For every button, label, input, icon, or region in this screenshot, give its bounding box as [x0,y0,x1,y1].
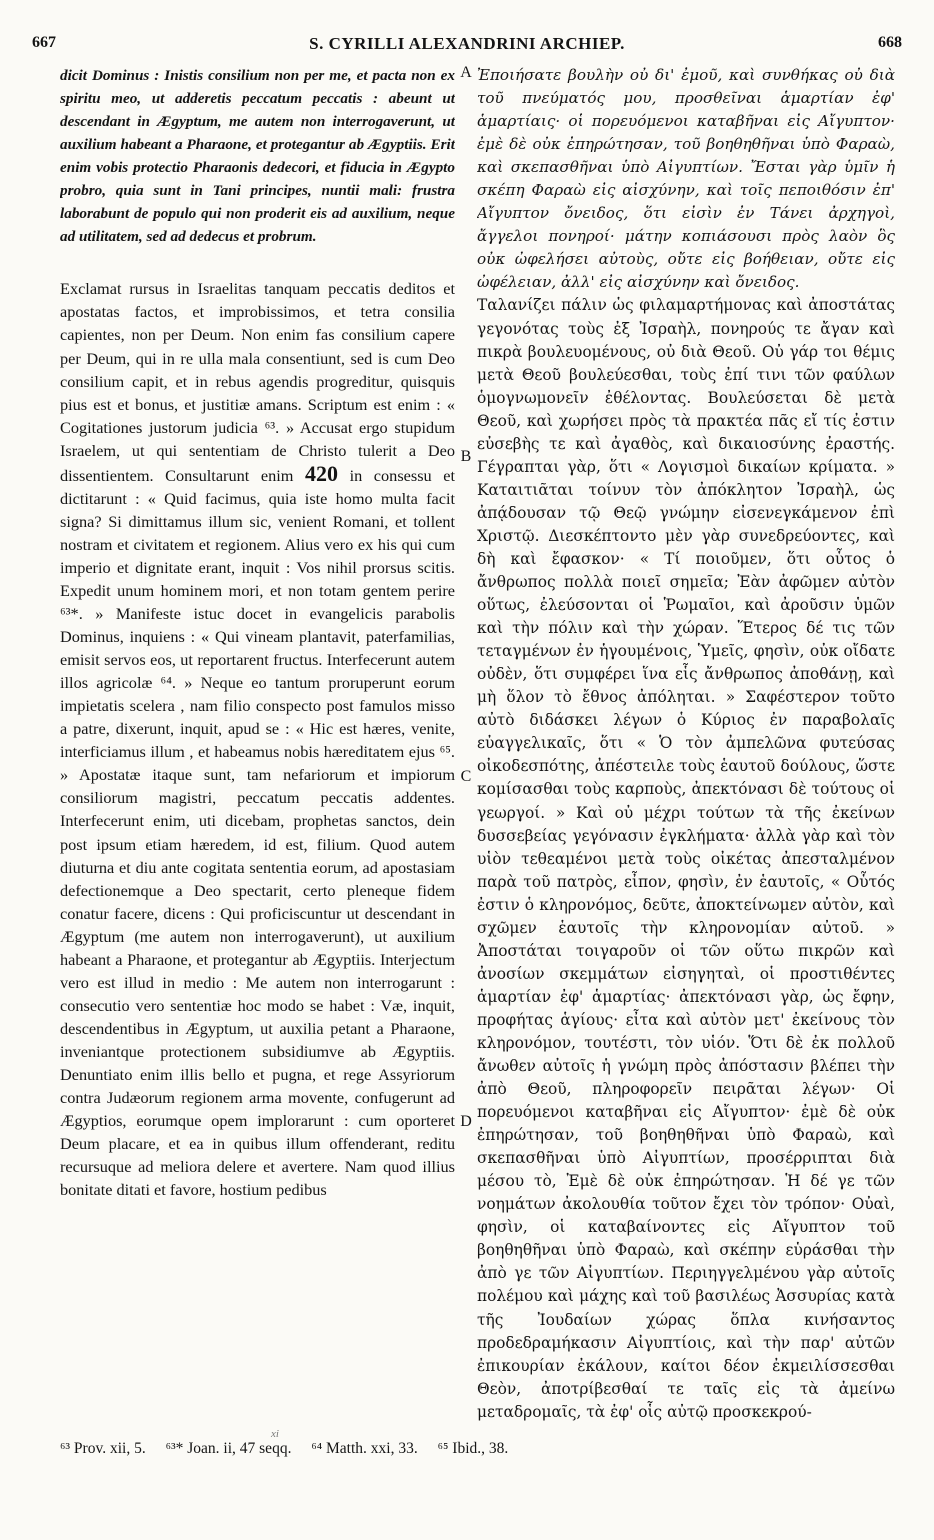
footnote-63-star: ⁶³* Joan. ii, 47 seqq. [165,1440,292,1457]
margin-marker-d: D [460,1113,472,1130]
column-number: 420 [305,460,338,486]
footnote-64: ⁶⁴ Matth. xxi, 33. [311,1440,418,1457]
footnote-63: ⁶³ Prov. xii, 5. [60,1440,146,1457]
latin-scripture-quote: dicit Dominus : Inistis consilium non per me, et pacta non ex spiritu meo, ut adderetis peccatum peccatis : abeunt ut descendant in Ægyptum, me autem non interrogaverunt, ut auxilium habeant a Pharaone, et protegantur ab Ægyptiis. Erit enim vobis protectio Pharaonis dedecori, et fiducia in Ægypto probro, quia sunt in Tani principes, nuntii mali: frustra laborabunt de populo qui non proderit eis ad auxilium, neque ad utilitatem, sed ad dedecus et probrum. [60,67,455,246]
latin-commentary [60,277,455,1201]
page-number-right: 668 [878,34,902,51]
footnote-65: ⁶⁵ Ibid., 38. [437,1440,509,1457]
footnotes [60,1440,895,1458]
page-number-left: 667 [32,34,56,51]
latin-column [60,64,455,1434]
margin-marker-c: C [460,768,472,785]
greek-column [477,64,895,1434]
page-header [30,34,904,56]
handwritten-annotation: xi [271,1428,279,1440]
running-title: S. CYRILLI ALEXANDRINI ARCHIEP. [309,34,625,53]
margin-marker-b: B [460,448,472,465]
greek-scripture-quote: Ἐποιήσατε βουλὴν οὐ δι' ἐμοῦ, καὶ συνθήκας οὐ διὰ τοῦ πνεύματός μου, προσθεῖναι ἁμαρτίαν ἐφ' ἁμαρτίαις· οἱ πορευόμενοι καταβῆναι εἰς Αἴγυπτον· ἐμὲ δὲ οὐκ ἐπηρώτησαν, τοῦ βοηθηθῆναι ὑπὸ Φαραὼ, καὶ σκεπασθῆναι ὑπὸ Αἰγυπτίων. Ἔσται γὰρ ὑμῖν ἡ σκέπη Φαραὼ εἰς αἰσχύνην, καὶ τοῖς πεποιθόσιν ἐπ' Αἴγυπτον ὄνειδος, ὅτι εἰσὶν ἐν Τάνει ἀρχηγοὶ, ἄγγελοι πονηροί· μάτην κοπιάσουσι πρὸς λαὸν ὃς οὐκ ὠφελήσει αὐτοὺς, οὔτε εἰς βοήθειαν, οὔτε εἰς ὠφέλειαν, ἀλλ' εἰς αἰσχύνην καὶ ὄνειδος. [477,66,895,292]
margin-marker-a: A [460,64,472,81]
greek-commentary: Ταλανίζει πάλιν ὡς φιλαμαρτήμονας καὶ ἀποστάτας γεγονότας τοὺς ἐξ Ἰσραὴλ, πονηρούς τε ἄγαν καὶ πικρὰ βουλευομένους, οὐ διὰ Θεοῦ. Οὐ γάρ τοι θέμις μετὰ Θεοῦ βουλεύεσθαι, τοὺς ἐπί τινι τῶν φαύλων ὁμογνωμονεῖν ἐθέλοντας. Βουλεύσεται δὲ μετὰ Θεοῦ, καὶ χωρήσει πρὸς τὰ πρακτέα πᾶς εἴ τίς ἐστιν εὐσεβὴς τε καὶ ἀγαθὸς, καὶ δικαιοσύνης ἐραστής. Γέγραπται γὰρ, ὅτι « Λογισμοὶ δικαίων κρίματα. » Καταιτιᾶται τοίνυν τὸν ἀπόκλητον Ἰσραὴλ, ὡς ἀπᾴδουσαν τῷ Θεῷ γνώμην εἰσενεγκάμενον ἐπὶ Χριστῷ. Διεσκέπτοντο μὲν γὰρ συνεδρεύοντες, καὶ δὴ καὶ ἔφασκον· « Τί ποιοῦμεν, ὅτι οὗτος ὁ ἄνθρωπος πολλὰ ποιεῖ σημεῖα; Ἐὰν ἀφῶμεν αὐτὸν οὕτως, ἐλεύσονται οἱ Ῥωμαῖοι, καὶ ἀροῦσιν ὑμῶν καὶ τὴν πόλιν καὶ τὴν χώραν. Ἕτερος δέ τις τῶν τεταγμένων ἐν ἡγουμένοις, Ὑμεῖς, φησὶν, οὐκ οἴδατε οὐδὲν, ὅτι συμφέρει ἵνα εἷς ἄνθρωπος ἀποθάνῃ, καὶ μὴ ὅλον τὸ ἔθνος ἀπόληται. » Σαφέστερον τοῦτο αὐτὸ διδάσκει λέγων ὁ Κύριος ἐν παραβολαῖς εὐαγγελικαῖς, ὅτι « Ὁ τὸν ἀμπελῶνα φυτεύσας οἰκοδεσπότης, ἀπέστειλε τοὺς ἑαυτοῦ δούλους, ὥστε κομίσασθαι τοὺς καρποὺς, ἀπεκτόνασι δὲ τούτους οἱ γεωργοί. » Καὶ οὐ μέχρι τούτων τὰ τῆς ἐκείνων δυσσεβείας γεγόνασιν ἐγκλήματα· ἀλλὰ γὰρ καὶ τὸν υἱὸν τεθεαμένοι μετὰ τοὺς οἰκέτας ἀπεσταλμένον παρὰ τοῦ πατρὸς, εἶπον, φησὶν, ἐν ἑαυτοῖς, « Οὗτός ἐστιν ὁ κληρονόμος, δεῦτε, ἀποκτείνωμεν αὐτὸν, καὶ σχῶμεν ἑαυτοῖς τὴν κληρονομίαν αὐτοῦ. » Ἀποστάται τοιγαροῦν οἱ τῶν οὕτω πικρῶν καὶ ἀνοσίων σκεμμάτων εἰσηγηταὶ, οἱ προστιθέντες ἁμαρτίαν ἐφ' ἁμαρτίας· ἀπεκτόνασι γὰρ, ὡς ἔφην, προφήτας ἁγίους· εἶτα καὶ αὐτὸν μετ' ἐκείνους τὸν κληρονόμον, τουτέστι, τὸν υἱόν. Ὅτι δὲ ἐκ πολλοῦ ἄνωθεν αὐτοῖς ἡ γνώμη πρὸς ἀπόστασιν βλέπει τὴν ἀπὸ Θεοῦ, πληροφορεῖν πειρᾶται λέγων· Οἱ πορευόμενοι καταβῆναι εἰς Αἴγυπτον· ἐμὲ δὲ οὐκ ἐπηρώτησαν, τοῦ βοηθηθῆναι ὑπὸ Φαραὼ, καὶ σκεπασθῆναι ὑπὸ Αἰγυπτίων, προσέρριπται διὰ μέσου τὸ, Ἐμὲ δὲ οὐκ ἐπηρώτησαν. Ἡ δέ γε τῶν νοημάτων ἀκολουθία τοῦτον ἔχει τὸν τρόπον· Οὐαὶ, φησὶν, οἱ καταβαίνοντες εἰς Αἴγυπτον τοῦ βοηθηθῆναι ὑπὸ Φαραὼ, καὶ σκέπην εὑράσθαι τὴν ἀπὸ γε τῶν Αἰγυπτίων. Περιηγγελμένου γὰρ αὐτοῖς πολέμου καὶ μάχης καὶ τοῦ βασιλέως Ἀσσυρίας κατὰ τῆς Ἰουδαίων χώρας ὅπλα κινήσαντος προδεδραμήκασιν Αἰγυπτίοις, καὶ τὴν παρ' αὐτῶν ἐπικουρίαν ἐκάλουν, καίτοι δέον ἐκμειλίσσεσθαι Θεὸν, ἀποτρίβεσθαί τε ταῖς εἰς τὰ ἀμείνω μεταδρομαῖς, τὰ ἐφ' οἷς αὐτῷ προσκεκρού- [477,296,895,1421]
latin-commentary-part-1: Exclamat rursus in Israelitas tanquam peccatis deditos et apostatas factos, et improbissimos, et tetra consilia capientes, non per Deum. Non enim fas consilium capere per Deum, qui in re ulla mala consentiunt, sed is cum Deo consilium capit, et in rebus agendis progreditur, quisquis pius est et bonus, et justitiæ amans. Scriptum est enim : « Cogitationes justorum judicia ⁶³. » Accusat ergo stupidum Israelem, ut qui sententiam de Christo tulerit a Deo dissentientem. Consultarunt enim [60,279,455,485]
latin-commentary-part-2: in consessu et dictitarunt : « Quid facimus, quia iste homo multa facit signa? Si dimittamus illum sic, venient Romani, et tollent nostram et civitatem et regionem. Alius vero ex his qui cum imperio et dignitate erant, inquit : Vos nihil prorsus scitis. Expedit unum hominem mori, et non totam gentem perire ⁶³*. » Manifeste istuc docet in evangelicis parabolis Dominus, inquiens : « Qui vineam plantavit, paterfamilias, emisit servos eos, ut reportarent fructus. Interfecerunt autem illos agricolæ ⁶⁴. » Neque eo tantum proruperunt eorum impietatis scelera , nam filio conspecto post famulos misso a patre, dixerunt, inquit, apud se : « Hic est hæres, venite, interficiamus illum , et habeamus nobis hæreditatem ejus ⁶⁵. » Apostatæ itaque sunt, tam nefariorum et impiorum consiliorum magistri, peccatum peccatis addentes. Interfecerunt enim, uti dicebam, prophetas sanctos, dein post ipsum etiam hæredem, id est, filium. Quod autem diuturna et diu ante cogitata sententia eorum, ad apostasiam defectionemque a Deo spectarit, certo pleneque fidem conatur facere, dicens : Qui proficiscuntur ut descendant in Ægyptum (me autem non interrogaverunt), ut auxilium habeant a Pharaone, et protegantur ab Ægyptiis. Interjectum vero est illud in medio : Me autem non interrogarunt : consecutio vero sententiæ hoc modo se habet : Væ, inquit, descendentibus in Ægyptum, ut auxilia petant a Pharaone, inveniantque protectionem subsidiumve ab Ægyptiis. Denuntiato enim illis bello et pugna, et rege Assyriorum contra Judæorum regionem arma movente, confugerunt ad Ægyptios, eorumque opem implorarunt : cum oporteret Deum placare, et ea in quibus illum offenderant, reditu recursuque ad meliora delere et avertere. Nam quod illius bonitate ditati et favore, hostium pedibus [60,465,455,1200]
